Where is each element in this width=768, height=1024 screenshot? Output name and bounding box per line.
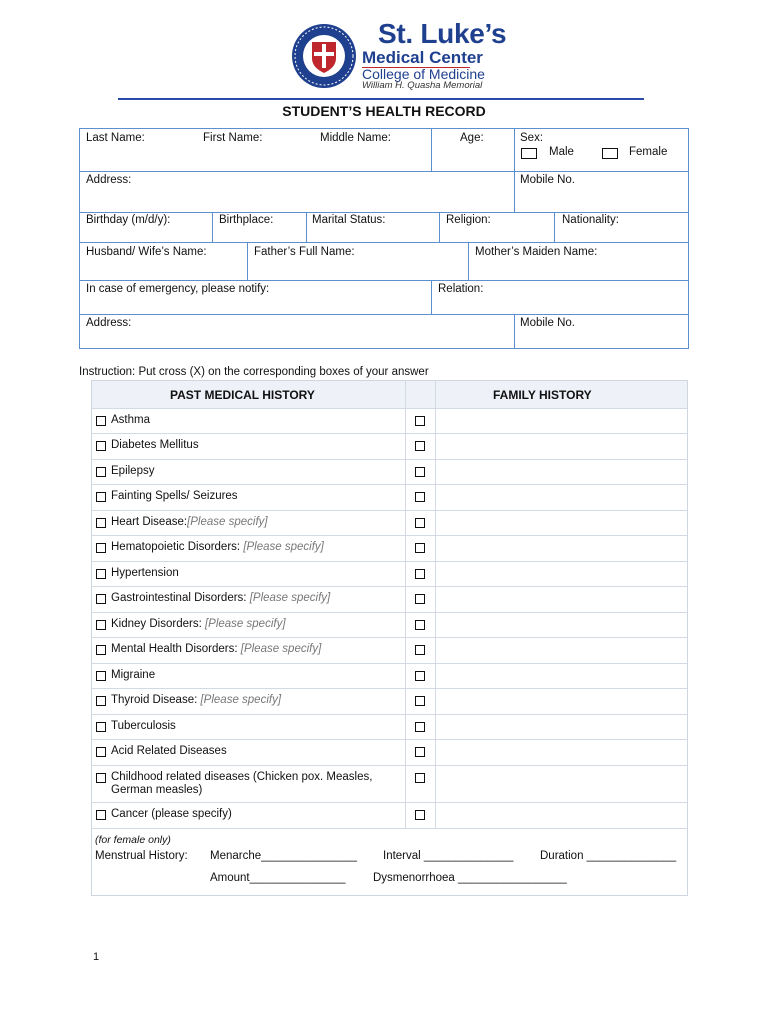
dysmenorrhoea-field[interactable]: Dysmenorrhoea _________________ (373, 872, 567, 884)
last-name-label: Last Name: (86, 132, 145, 144)
condition-label (111, 745, 401, 758)
row-divider (92, 561, 687, 562)
past-history-checkbox[interactable] (96, 620, 106, 630)
row-divider (92, 484, 687, 485)
history-table (91, 380, 688, 896)
row-divider (92, 688, 687, 689)
condition-name: Heart Disease: (111, 516, 188, 528)
family-history-checkbox[interactable] (415, 492, 425, 502)
condition-label (111, 541, 401, 554)
row-divider (92, 828, 687, 829)
condition-label (111, 414, 401, 427)
interval-field[interactable]: Interval ______________ (383, 850, 514, 862)
female-only-note: (for female only) (95, 834, 171, 846)
spouse-label: Husband/ Wife’s Name: (86, 246, 207, 258)
past-history-checkbox[interactable] (96, 467, 106, 477)
family-history-checkbox[interactable] (415, 773, 425, 783)
column-divider (435, 381, 436, 828)
condition-label (111, 720, 401, 733)
condition-name: Thyroid Disease: (111, 694, 201, 706)
specify-placeholder[interactable]: [Please specify] (240, 643, 322, 655)
address-label: Address: (86, 174, 132, 186)
female-checkbox[interactable] (602, 148, 618, 159)
family-history-checkbox[interactable] (415, 696, 425, 706)
condition-name: Migraine (111, 669, 156, 681)
past-history-checkbox[interactable] (96, 594, 106, 604)
column-divider (405, 381, 406, 828)
row-divider (92, 714, 687, 715)
row-divider (92, 637, 687, 638)
condition-name: Hematopoietic Disorders: (111, 541, 244, 553)
past-history-checkbox[interactable] (96, 810, 106, 820)
mobile-label: Mobile No. (520, 174, 575, 186)
family-history-header: FAMILY HISTORY (493, 388, 592, 402)
female-label: Female (629, 146, 668, 158)
condition-name: Kidney Disorders: (111, 618, 205, 630)
relation-label: Relation: (438, 283, 484, 295)
male-label: Male (549, 146, 574, 158)
amount-field[interactable]: Amount_______________ (210, 872, 346, 884)
condition-label (111, 643, 401, 656)
row-divider (92, 663, 687, 664)
condition-label (111, 439, 401, 452)
family-history-checkbox[interactable] (415, 416, 425, 426)
family-history-checkbox[interactable] (415, 722, 425, 732)
condition-name: Childhood related diseases (Chicken pox. Measles, German measles) (111, 771, 373, 796)
past-history-checkbox[interactable] (96, 569, 106, 579)
nationality-label: Nationality: (562, 214, 619, 226)
family-history-checkbox[interactable] (415, 747, 425, 757)
condition-label (111, 490, 401, 503)
menstrual-history-label: Menstrual History: (95, 850, 188, 862)
page-title: STUDENT’S HEALTH RECORD (282, 103, 486, 119)
condition-label (111, 771, 391, 797)
family-history-checkbox[interactable] (415, 594, 425, 604)
condition-name: Hypertension (111, 567, 179, 579)
male-checkbox[interactable] (521, 148, 537, 159)
row-divider (92, 802, 687, 803)
past-history-checkbox[interactable] (96, 773, 106, 783)
row-divider (92, 433, 687, 434)
family-history-checkbox[interactable] (415, 645, 425, 655)
row-divider (92, 510, 687, 511)
past-history-header: PAST MEDICAL HISTORY (170, 388, 315, 402)
condition-name: Tuberculosis (111, 720, 176, 732)
past-history-checkbox[interactable] (96, 416, 106, 426)
emergency-label: In case of emergency, please notify: (86, 283, 270, 295)
brand-name: St. Luke’s (378, 18, 507, 49)
emergency-address-label: Address: (86, 317, 132, 329)
duration-field[interactable]: Duration ______________ (540, 850, 677, 862)
condition-name: Gastrointestinal Disorders: (111, 592, 250, 604)
condition-name: Acid Related Diseases (111, 745, 227, 757)
menarche-field[interactable]: Menarche_______________ (210, 850, 358, 862)
family-history-checkbox[interactable] (415, 467, 425, 477)
age-label: Age: (460, 132, 484, 144)
birthday-label: Birthday (m/d/y): (86, 214, 171, 226)
past-history-checkbox[interactable] (96, 645, 106, 655)
birthplace-label: Birthplace: (219, 214, 274, 226)
condition-label (111, 694, 401, 707)
specify-placeholder[interactable]: [Please specify] (204, 618, 286, 630)
condition-label (111, 567, 401, 580)
emergency-mobile-label: Mobile No. (520, 317, 575, 329)
condition-label (111, 808, 401, 821)
memorial-name: William H. Quasha Memorial (362, 80, 483, 91)
condition-name: Asthma (111, 414, 150, 426)
row-divider (92, 765, 687, 766)
family-history-checkbox[interactable] (415, 671, 425, 681)
past-history-checkbox[interactable] (96, 441, 106, 451)
condition-label (111, 516, 401, 529)
emergency-address-cell[interactable] (79, 314, 515, 349)
row-divider (92, 408, 687, 409)
row-divider (92, 535, 687, 536)
past-history-checkbox[interactable] (96, 518, 106, 528)
header-rule (118, 98, 644, 100)
family-history-checkbox[interactable] (415, 569, 425, 579)
past-history-checkbox[interactable] (96, 696, 106, 706)
specify-placeholder[interactable]: [Please specify] (187, 516, 268, 528)
past-history-checkbox[interactable] (96, 671, 106, 681)
specify-placeholder[interactable]: [Please specify] (243, 541, 324, 553)
condition-label (111, 592, 401, 605)
condition-name: Cancer (please specify) (111, 808, 232, 820)
middle-name-label: Middle Name: (320, 132, 391, 144)
row-divider (92, 739, 687, 740)
row-divider (92, 459, 687, 460)
family-history-checkbox[interactable] (415, 810, 425, 820)
father-label: Father’s Full Name: (254, 246, 355, 258)
condition-name: Diabetes Mellitus (111, 439, 199, 451)
page-number: 1 (93, 951, 100, 963)
brand-subtitle: Medical Center (362, 48, 483, 67)
condition-label (111, 618, 401, 631)
condition-name: Fainting Spells/ Seizures (111, 490, 238, 502)
sex-label: Sex: (520, 132, 544, 144)
religion-label: Religion: (446, 214, 491, 226)
condition-label (111, 669, 401, 682)
condition-name: Epilepsy (111, 465, 155, 477)
college-name: College of Medicine (362, 66, 485, 82)
address-cell[interactable] (79, 171, 515, 213)
mother-label: Mother’s Maiden Name: (475, 246, 598, 258)
past-history-checkbox[interactable] (96, 747, 106, 757)
condition-name: Mental Health Disorders: (111, 643, 241, 655)
row-divider (92, 586, 687, 587)
family-history-checkbox[interactable] (415, 441, 425, 451)
marital-label: Marital Status: (312, 214, 386, 226)
condition-label (111, 465, 401, 478)
instruction-text: Instruction: Put cross (X) on the corresponding boxes of your answer (79, 366, 429, 378)
specify-placeholder[interactable]: [Please specify] (200, 694, 282, 706)
past-history-checkbox[interactable] (96, 543, 106, 553)
family-history-checkbox[interactable] (415, 518, 425, 528)
past-history-checkbox[interactable] (96, 722, 106, 732)
first-name-label: First Name: (203, 132, 263, 144)
specify-placeholder[interactable]: [Please specify] (249, 592, 331, 604)
past-history-checkbox[interactable] (96, 492, 106, 502)
college-seal-logo (290, 22, 358, 90)
family-history-checkbox[interactable] (415, 620, 425, 630)
family-history-checkbox[interactable] (415, 543, 425, 553)
row-divider (92, 612, 687, 613)
